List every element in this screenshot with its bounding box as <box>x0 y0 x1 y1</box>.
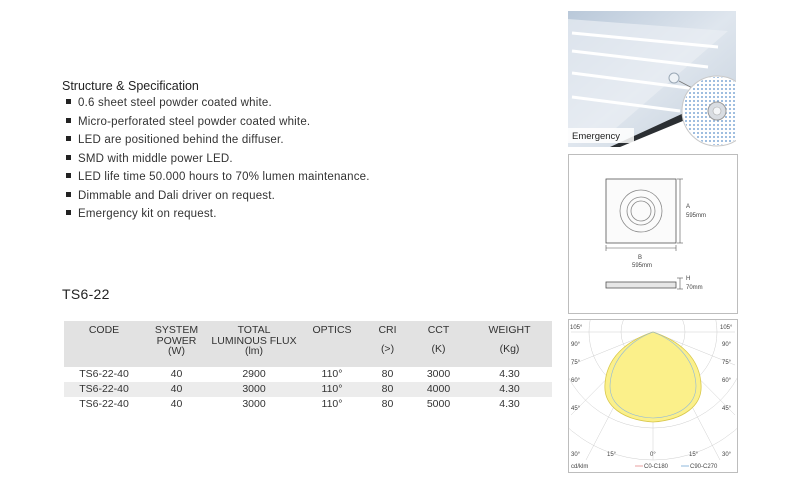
polar-label-right-60: 60° <box>722 378 732 384</box>
polar-label-bottom-15-right: 15° <box>689 452 699 458</box>
product-photo <box>568 11 736 147</box>
spec-item: 0.6 sheet steel powder coated white. <box>66 94 370 113</box>
bullet-icon <box>66 118 71 123</box>
header-cct: CCT (K) <box>410 321 467 367</box>
polar-label-right-45: 45° <box>722 406 732 412</box>
spec-list <box>66 94 370 224</box>
dim-b-value: 595mm <box>632 263 653 269</box>
polar-diagram <box>568 319 738 473</box>
dim-a-value: 595mm <box>686 213 707 219</box>
spec-item: Micro-perforated steel powder coated white. <box>66 113 370 132</box>
spec-table <box>64 321 552 412</box>
table-row: TS6-22-40 40 3000 110° 80 4000 4.30 <box>64 382 552 397</box>
legend-c0-c180: C0-C180 <box>644 464 669 470</box>
polar-label-left-75: 75° <box>571 360 581 366</box>
header-code: CODE <box>64 321 144 367</box>
spec-item: SMD with middle power LED. <box>66 150 370 169</box>
polar-label-right-75: 75° <box>722 360 732 366</box>
bullet-icon <box>66 192 71 197</box>
polar-label-bottom-15-left: 15° <box>607 452 617 458</box>
model-title: TS6-22 <box>62 286 110 302</box>
dimension-drawing <box>568 154 738 314</box>
bullet-icon <box>66 155 71 160</box>
table-row: TS6-22-40 40 2900 110° 80 3000 4.30 <box>79 368 520 380</box>
polar-label-bottom-30-right: 30° <box>722 452 732 458</box>
polar-label-right-90: 90° <box>722 342 732 348</box>
spec-item: LED are positioned behind the diffuser. <box>66 131 370 150</box>
panel-side-view <box>606 282 676 288</box>
legend-c90-c270: C90-C270 <box>690 464 718 470</box>
polar-label-bottom-0: 0° <box>650 452 656 458</box>
polar-label-left-90: 90° <box>571 342 581 348</box>
dim-a-label: A <box>686 204 691 210</box>
spec-item: Dimmable and Dali driver on request. <box>66 187 370 206</box>
product-photo-illustration <box>568 11 736 147</box>
bullet-icon <box>66 136 71 141</box>
dim-b-label: B <box>638 255 643 261</box>
polar-label-top-left: 105° <box>570 325 583 331</box>
spec-item: Emergency kit on request. <box>66 205 370 224</box>
spec-heading: Structure & Specification <box>62 79 199 93</box>
emergency-label: Emergency <box>572 131 621 142</box>
polar-label-left-45: 45° <box>571 406 581 412</box>
dim-h-label: H <box>686 276 691 282</box>
dimension-drawing-svg <box>569 155 737 313</box>
polar-label-left-60: 60° <box>571 378 581 384</box>
header-power: SYSTEM POWER (W) <box>144 321 209 367</box>
polar-unit: cd/klm <box>571 464 589 470</box>
polar-label-bottom-30-left: 30° <box>571 452 581 458</box>
polar-label-top-right: 105° <box>720 325 733 331</box>
spec-item: LED life time 50.000 hours to 70% lumen maintenance. <box>66 168 370 187</box>
bullet-icon <box>66 173 71 178</box>
table-row: TS6-22-40 40 3000 110° 80 5000 4.30 <box>79 398 520 410</box>
bullet-icon <box>66 210 71 215</box>
header-cri: CRI (>) <box>365 321 410 367</box>
header-optics: OPTICS <box>299 321 365 367</box>
polar-diagram-svg <box>569 320 737 472</box>
table-header-row <box>64 321 552 367</box>
panel-top-view <box>606 179 676 243</box>
bullet-icon <box>66 99 71 104</box>
dim-h-value: 70mm <box>686 285 703 291</box>
header-flux: TOTAL LUMINOUS FLUX (lm) <box>209 321 299 367</box>
header-weight: WEIGHT (Kg) <box>467 321 552 367</box>
